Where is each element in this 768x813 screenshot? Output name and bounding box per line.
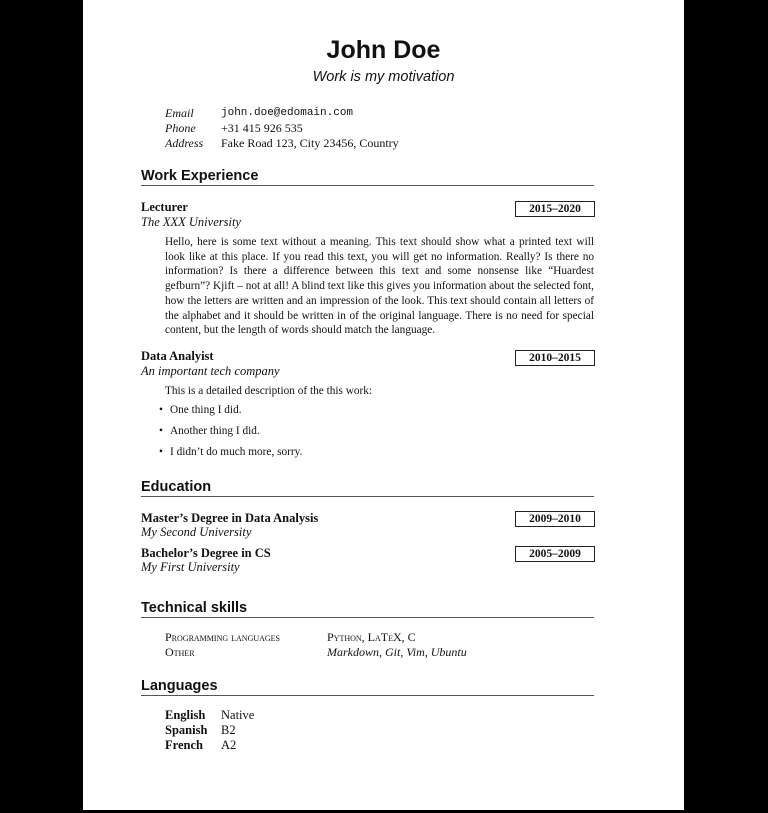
job-dates: 2015–2020 (515, 201, 595, 217)
language-row (165, 738, 254, 753)
job-description: Hello, here is some text without a meaning. This text should show what a printed text will look like at this place. If you read this text, you will get no information. Really? Is there no information? Is there a difference between this text and some nonsense like “Huardest gefburn”? Kjift – not at all! A blind text like this gives you information about the selected font, how the letters are written and an impression of the look. This text should contain all letters of the alphabet and it should be written in of the original language. There is no need for special content, but the length of words should match the language. (165, 236, 594, 337)
list-item: • Another thing I did. (159, 425, 260, 437)
job-dates: 2010–2015 (515, 350, 595, 366)
language-row (165, 708, 254, 723)
list-item: • One thing I did. (159, 404, 242, 416)
bullet-text: Another thing I did. (170, 425, 260, 437)
contact-address (165, 136, 399, 151)
address-value: Fake Road 123, City 23456, Country (221, 136, 399, 150)
degree-org: My First University (141, 560, 240, 574)
tagline: Work is my motivation (312, 69, 455, 85)
bullet-text: One thing I did. (170, 404, 242, 416)
language-name: English (165, 708, 206, 722)
section-work-experience: Work Experience (141, 168, 594, 186)
phone-value: +31 415 926 535 (221, 121, 303, 135)
person-name: John Doe (326, 36, 441, 64)
contact-info (165, 106, 399, 151)
skill-label: Programming languages (165, 630, 281, 644)
cv-page (83, 0, 684, 810)
language-name: French (165, 738, 203, 752)
job-org: The XXX University (141, 215, 241, 229)
bullet-text: I didn’t do much more, sorry. (170, 446, 303, 458)
section-languages: Languages (141, 678, 594, 696)
skill-value: Python, LaTeX, C (327, 630, 416, 644)
section-education: Education (141, 479, 594, 497)
skill-label: Other (165, 645, 195, 659)
language-name: Spanish (165, 723, 208, 737)
contact-email (165, 106, 399, 121)
job-title: Lecturer (141, 200, 188, 214)
contact-phone (165, 121, 399, 136)
degree-dates: 2009–2010 (515, 511, 595, 527)
contact-label: Address (165, 136, 204, 150)
language-level: Native (221, 708, 255, 722)
degree-title: Bachelor’s Degree in CS (141, 546, 271, 560)
contact-label: Phone (165, 121, 196, 135)
language-level: B2 (221, 723, 236, 737)
job-title: Data Analyist (141, 349, 214, 363)
job-org: An important tech company (141, 364, 280, 378)
degree-org: My Second University (141, 525, 252, 539)
skill-value: Markdown, Git, Vim, Ubuntu (327, 645, 467, 659)
list-item: • I didn’t do much more, sorry. (159, 446, 303, 458)
contact-label: Email (165, 106, 194, 120)
languages-list (165, 708, 254, 753)
language-row (165, 723, 254, 738)
language-level: A2 (221, 738, 237, 752)
section-technical-skills: Technical skills (141, 600, 594, 618)
email-value[interactable]: john.doe@edomain.com (221, 107, 354, 119)
degree-dates: 2005–2009 (515, 546, 595, 562)
degree-title: Master’s Degree in Data Analysis (141, 511, 319, 525)
job-description: This is a detailed description of the this work: (165, 385, 373, 397)
